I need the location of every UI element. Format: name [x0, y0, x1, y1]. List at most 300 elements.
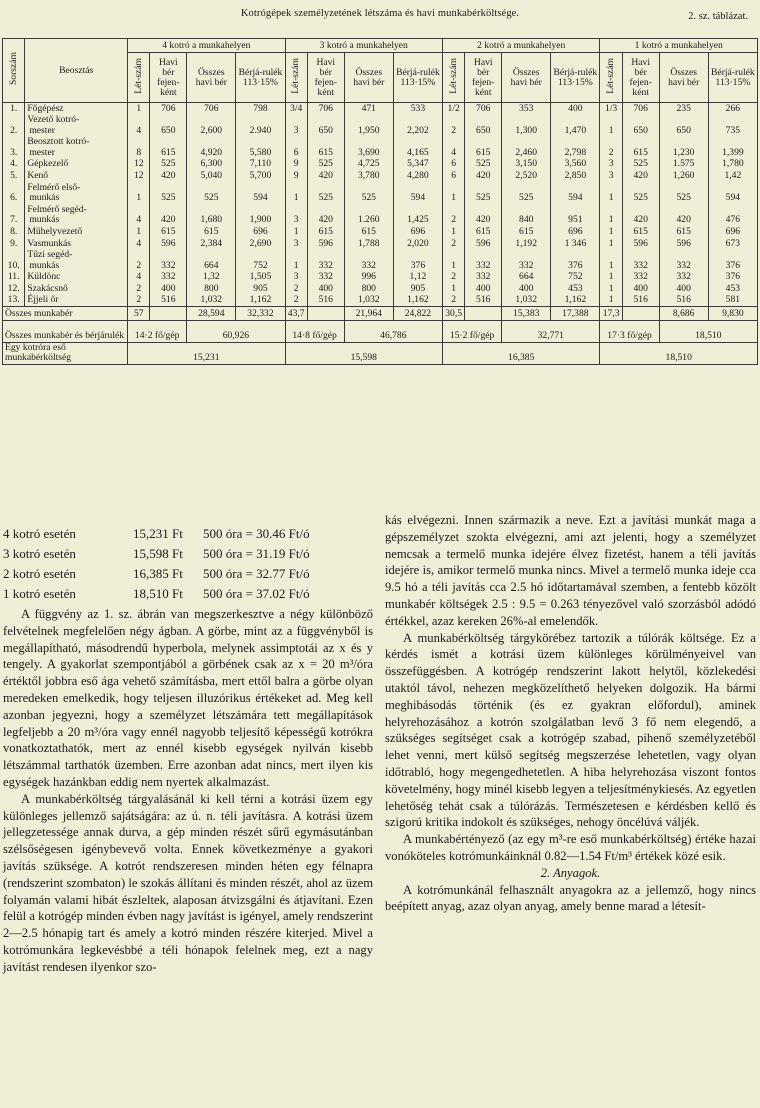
cell-value: 420	[622, 204, 659, 226]
cell-value: 420	[150, 204, 187, 226]
staff-per-machine: 17·3 fő/gép	[600, 320, 659, 342]
role-line: Beosztott kotró-	[27, 136, 90, 148]
cell-value: 996	[344, 271, 393, 283]
row-role	[25, 295, 128, 307]
cell-value: 420	[307, 204, 344, 226]
cell-value: 596	[622, 238, 659, 250]
role-line: Felmérő segéd-	[27, 203, 87, 215]
cell-value: 376	[708, 271, 757, 283]
sum-value: 17,3	[600, 306, 622, 320]
cell-value: 400	[659, 283, 708, 295]
row-number: 11.	[3, 271, 25, 283]
cell-value: 332	[622, 271, 659, 283]
cell-value: 650	[150, 114, 187, 136]
cell-value: 696	[708, 226, 757, 238]
cell-value: 1,950	[344, 114, 393, 136]
table-row	[3, 170, 758, 182]
cell-value: 1,260	[659, 170, 708, 182]
cell-value: 525	[622, 182, 659, 204]
subcolumn-header: Bérjá-rulék 113·15%	[236, 53, 285, 103]
cell-value: 1/3	[600, 103, 622, 115]
equation-amount: 16,385 Ft	[133, 566, 183, 581]
cell-value: 1	[442, 226, 464, 238]
right-column-text	[385, 512, 756, 915]
role-line: Küldönc	[27, 271, 61, 283]
cell-value: 1/2	[442, 103, 464, 115]
role-line: Éjjeli őr	[27, 294, 59, 306]
cell-value: 420	[307, 170, 344, 182]
cell-value: 516	[622, 295, 659, 307]
total-value: 18,510	[659, 320, 757, 342]
cell-value: 353	[502, 103, 551, 115]
cell-value: 650	[465, 114, 502, 136]
cell-value: 1,505	[236, 271, 285, 283]
row-role	[25, 182, 128, 204]
section-title: 2. Anyagok.	[540, 865, 601, 880]
cell-value: 650	[659, 114, 708, 136]
cell-value: 2	[128, 283, 150, 295]
cell-value: 615	[187, 226, 236, 238]
cell-value: 525	[307, 182, 344, 204]
cell-value: 2,600	[187, 114, 236, 136]
cell-value: 4,920	[187, 136, 236, 158]
cell-value: 5,580	[236, 136, 285, 158]
cell-value: 4	[128, 271, 150, 283]
cell-value: 1	[285, 226, 307, 238]
group-header: 3 kotró a munkahelyen	[285, 39, 442, 53]
cell-value: 2,384	[187, 238, 236, 250]
sum-value: 32,332	[236, 306, 285, 320]
cell-value: 376	[551, 249, 600, 271]
cell-value: 1 346	[551, 238, 600, 250]
cell-value: 752	[551, 271, 600, 283]
cell-value: 650	[307, 114, 344, 136]
table-row	[3, 158, 758, 170]
cell-value: 5,347	[393, 158, 442, 170]
cell-value: 525	[307, 158, 344, 170]
cell-value: 6	[442, 170, 464, 182]
wage-table	[2, 38, 758, 365]
cell-value: 6	[285, 136, 307, 158]
row-number: 5.	[3, 170, 25, 182]
cell-value: 2,690	[236, 238, 285, 250]
row-number: 7.	[3, 204, 25, 226]
cell-value: 1,162	[551, 295, 600, 307]
cell-value: 5,040	[187, 170, 236, 182]
cell-value: 615	[344, 226, 393, 238]
cell-value: 3	[285, 238, 307, 250]
cell-value: 516	[307, 295, 344, 307]
empty-cell	[307, 306, 344, 320]
equation-case: 2 kotró esetén	[3, 566, 76, 581]
cell-value: 905	[393, 283, 442, 295]
cell-value: 8	[128, 136, 150, 158]
cell-value: 1	[600, 238, 622, 250]
cell-value: 2,020	[393, 238, 442, 250]
cell-value: 2	[442, 295, 464, 307]
per-excavator-label: Egy kotróra eső munkabérköltség	[3, 342, 128, 364]
role-line: Műhelyvezető	[27, 226, 83, 238]
cell-value: 594	[236, 182, 285, 204]
cell-value: 1	[128, 182, 150, 204]
cell-value: 3	[285, 114, 307, 136]
cell-value: 798	[236, 103, 285, 115]
equation-result: 500 óra = 31.19 Ft/ó	[203, 546, 310, 561]
cell-value: 1,470	[551, 114, 600, 136]
per-excavator-value: 18,510	[600, 342, 758, 364]
subcolumn-header: Havi bér fejen-ként	[150, 53, 187, 103]
role-line: munkás	[29, 214, 60, 226]
group-header: 2 kotró a munkahelyen	[442, 39, 599, 53]
cell-value: 1,12	[393, 271, 442, 283]
left-column-text	[3, 606, 373, 976]
cell-value: 4	[128, 204, 150, 226]
cell-value: 615	[465, 136, 502, 158]
cell-value: 1,900	[236, 204, 285, 226]
cell-value: 615	[622, 136, 659, 158]
subcolumn-header: Havi bér fejen-ként	[307, 53, 344, 103]
paragraph: A munkabérköltség tárgyalásánál ki kell térni a kotrási üzem egy különleges jellemző sajátságára: az ú. n. téli javításra. A kotrási üzem jellegzetessége annak durva, a gép minden részét sűrű egymásutánban szélsőségesen igénybevevő volta. Ennek következménye a gyakori javítás szüksége. A kotrót rendszeresen minden héten egy félnapra (rendszerint szombaton) le szokás állítani és minden részét, ahol az üzem folyamán valami hibát észleltek, alaposan átvizsgálni és átjavítani. Ezen felül a kotrógép minden évben nagy javítást is igényel, amely rendszerint 2—2.5 hónapig tart és amely a kotró minden részére kiterjed. Mivel a kotrómunkára legkevésbbé a téli hónapok felelnek meg, ezt a nagy javítást rendesen ilyenkor szo-	[3, 791, 373, 974]
cell-value: 1,032	[502, 295, 551, 307]
sum-label: Összes munkabér	[3, 306, 128, 320]
cell-value: 1,42	[708, 170, 757, 182]
cell-value: 1,780	[708, 158, 757, 170]
cell-value: 400	[465, 283, 502, 295]
empty-cell	[622, 306, 659, 320]
cell-value: 9	[285, 158, 307, 170]
paragraph: A munkabérköltség tárgykörébez tartozik a túlórák költsége. Ez a kérdés ismét a kotrási üzem különleges körülményeivel van összefüggésben. A kotrógép rendszerint lakott helytől, közlekedési utaktól távol, nehezen megközelíthető helyeken dolgozik. Ha bármi meghibásodás történik (és ez gyakran előfordul), aminek helyrehozásához a kotrón szolgálatban levő 3 fő nem elegendő, a szükséges segítséget csak a kotrógép szabad, pihenő személyzetéből lehet venni, mert külső segítség megszerzése lehetetlen, vagy olyan időtrabló, hogy megengedhetetlen. A hiba helyrehozása viszont fontos követelmény, hogy minél kisebb legyen a teljesítménykiesés. Az egyetlen lehetőség tehát csak a túlórázás. Természetesen e kérdésben kellő és szigorú kritika indokolt és szükséges, nehogy öncélúvá váljék.	[385, 630, 756, 830]
group-header: 4 kotró a munkahelyen	[128, 39, 285, 53]
cell-value: 2	[442, 114, 464, 136]
subcolumn-header: Lét-szám	[442, 53, 464, 103]
row-number: 12.	[3, 283, 25, 295]
subcolumn-header: Összes havi bér	[344, 53, 393, 103]
cell-value: 4	[442, 136, 464, 158]
subcolumn-header: Havi bér fejen-ként	[622, 53, 659, 103]
cell-value: 332	[622, 249, 659, 271]
table-row	[3, 295, 758, 307]
equation-case: 4 kotró esetén	[3, 526, 76, 541]
sum-row	[3, 306, 758, 320]
cell-value: 516	[465, 295, 502, 307]
role-line: Felmérő első-	[27, 181, 81, 193]
table-row	[3, 271, 758, 283]
sum-value: 15,383	[502, 306, 551, 320]
cell-value: 615	[465, 226, 502, 238]
subcolumn-header: Bérjá-rulék 113·15%	[551, 53, 600, 103]
cell-value: 1	[600, 271, 622, 283]
cell-value: 3,560	[551, 158, 600, 170]
row-number: 3.	[3, 136, 25, 158]
cell-value: 6	[442, 158, 464, 170]
row-role	[25, 204, 128, 226]
cell-value: 696	[551, 226, 600, 238]
table-caption: Kotrógépek személyzetének létszáma és havi munkabérköltsége.	[240, 8, 520, 19]
cell-value: 615	[502, 226, 551, 238]
cell-value: 400	[150, 283, 187, 295]
paragraph: A munkabértényező (az egy m³-re eső munkabérköltség) értéke hazai vonóköteles kotrómunkáinknál 0.82—1.54 Ft/m³ értékek közé esik.	[385, 832, 756, 863]
cell-value: 696	[393, 226, 442, 238]
cell-value: 400	[551, 103, 600, 115]
total-row	[3, 320, 758, 342]
table-row	[3, 283, 758, 295]
row-role	[25, 283, 128, 295]
sum-value: 57	[128, 306, 150, 320]
subcolumn-header: Lét-szám	[285, 53, 307, 103]
cell-value: 840	[502, 204, 551, 226]
cell-value: 1,032	[344, 295, 393, 307]
table-row	[3, 103, 758, 115]
cell-value: 1.575	[659, 158, 708, 170]
cell-value: 594	[551, 182, 600, 204]
row-role	[25, 249, 128, 271]
cell-value: 1,230	[659, 136, 708, 158]
cell-value: 533	[393, 103, 442, 115]
cell-value: 376	[393, 249, 442, 271]
paragraph: A kotrómunkánál felhasznált anyagokra az a jellemző, hogy nincs beépített anyag, azaz olyan anyag, amely benne marad a létesít-	[385, 882, 756, 914]
total-label: Összes munkabér és bérjárulék	[3, 320, 128, 342]
cell-value: 1	[600, 283, 622, 295]
cell-value: 615	[659, 226, 708, 238]
row-role	[25, 158, 128, 170]
cell-value: 2	[442, 204, 464, 226]
empty-cell	[150, 306, 187, 320]
cell-value: 4,725	[344, 158, 393, 170]
cell-value: 1,425	[393, 204, 442, 226]
cell-value: 525	[622, 158, 659, 170]
row-number: 8.	[3, 226, 25, 238]
cell-value: 1,162	[236, 295, 285, 307]
cell-value: 2,798	[551, 136, 600, 158]
cell-value: 2.940	[236, 114, 285, 136]
cell-value: 752	[236, 249, 285, 271]
equation-line	[3, 524, 373, 544]
cell-value: 2	[285, 295, 307, 307]
cell-value: 332	[659, 249, 708, 271]
cell-value: 9	[285, 170, 307, 182]
table-row	[3, 114, 758, 136]
cell-value: 1.260	[344, 204, 393, 226]
cell-value: 1,32	[187, 271, 236, 283]
role-line: Vasmunkás	[27, 237, 72, 249]
table-row	[3, 204, 758, 226]
cell-value: 1	[600, 204, 622, 226]
subcolumn-header: Lét-szám	[600, 53, 622, 103]
row-role	[25, 136, 128, 158]
cell-value: 332	[307, 271, 344, 283]
cell-value: 525	[465, 182, 502, 204]
equation-amount: 15,231 Ft	[133, 526, 183, 541]
cell-value: 706	[622, 103, 659, 115]
row-role	[25, 103, 128, 115]
cell-value: 3	[285, 204, 307, 226]
cell-value: 673	[708, 238, 757, 250]
cell-value: 1	[600, 114, 622, 136]
role-line: Vezető kotró-	[27, 114, 80, 126]
page-header	[0, 8, 760, 22]
cell-value: 3/4	[285, 103, 307, 115]
cell-value: 2,202	[393, 114, 442, 136]
cell-value: 235	[659, 103, 708, 115]
role-line: Kenő	[27, 170, 49, 182]
sum-value: 17,388	[551, 306, 600, 320]
cell-value: 525	[465, 158, 502, 170]
table-number: 2. sz. táblázat.	[688, 11, 748, 22]
cell-value: 1	[285, 182, 307, 204]
cell-value: 1	[285, 249, 307, 271]
equation-result: 500 óra = 30.46 Ft/ó	[203, 526, 310, 541]
cell-value: 1	[442, 182, 464, 204]
staff-per-machine: 15·2 fő/gép	[442, 320, 501, 342]
cell-value: 1,162	[393, 295, 442, 307]
cell-value: 2	[600, 136, 622, 158]
row-number: 9.	[3, 238, 25, 250]
cell-value: 1,680	[187, 204, 236, 226]
role-line: Tűzi segéd-	[27, 249, 73, 261]
equation-result: 500 óra = 37.02 Ft/ó	[203, 586, 310, 601]
role-line: mester	[29, 124, 55, 136]
row-number: 4.	[3, 158, 25, 170]
cell-value: 706	[465, 103, 502, 115]
per-excavator-value: 15,231	[128, 342, 285, 364]
staff-per-machine: 14·2 fő/gép	[128, 320, 187, 342]
cell-value: 664	[187, 249, 236, 271]
cell-value: 420	[465, 170, 502, 182]
cell-value: 453	[551, 283, 600, 295]
per-excavator-row	[3, 342, 758, 364]
cell-value: 1	[442, 283, 464, 295]
cell-value: 581	[708, 295, 757, 307]
cell-value: 615	[150, 226, 187, 238]
cell-value: 453	[708, 283, 757, 295]
cell-value: 332	[307, 249, 344, 271]
cell-value: 3,780	[344, 170, 393, 182]
cell-value: 332	[465, 271, 502, 283]
subcolumn-header: Összes havi bér	[187, 53, 236, 103]
paragraph: A függvény az 1. sz. ábrán van megszerkesztve a négy különböző felvételnek megfelelően négy ágban. A görbe, mint az a függvényből is megállapítható, másodrendű hyperbola, melynek assimptotái az x és y tengely. A gyakorlat szempontjából a görbének csak az x = 20 m³/óra értéktől jobbra eső ága vehető számításba, mert ettől balra a görbe olyan meredeken emelkedik, hogy teljesen illuzórikus értékeket ad. Meg kell azonban jegyezni, hogy a személyzet létszámára tett megállapítások legfeljebb a 20 m³/óra vagy ennél nagyobb teljesítő képességű kotrókra vonatkoztathatók, mert az ennél kisebb egységek nyilván kisebb létszámmal tarthatók üzemben. Erre azonban adat nincs, mert ilyen kis egységek hazánkban eddig nem nyertek alkalmazást.	[3, 607, 373, 789]
cell-value: 1	[442, 249, 464, 271]
cell-value: 6,300	[187, 158, 236, 170]
cell-value: 400	[307, 283, 344, 295]
subcolumn-header: Lét-szám	[128, 53, 150, 103]
cell-value: 615	[622, 226, 659, 238]
cell-value: 420	[150, 170, 187, 182]
cell-value: 5,700	[236, 170, 285, 182]
cell-value: 525	[150, 158, 187, 170]
row-number: 13.	[3, 295, 25, 307]
subcolumn-header: Összes havi bér	[502, 53, 551, 103]
cell-value: 2,850	[551, 170, 600, 182]
cell-value: 594	[393, 182, 442, 204]
cell-value: 332	[659, 271, 708, 283]
cell-value: 1	[600, 226, 622, 238]
cell-value: 706	[150, 103, 187, 115]
cell-value: 1,032	[187, 295, 236, 307]
cell-value: 596	[659, 238, 708, 250]
cell-value: 525	[659, 182, 708, 204]
cell-value: 2,520	[502, 170, 551, 182]
cell-value: 706	[187, 103, 236, 115]
cell-value: 3	[285, 271, 307, 283]
role-line: munkás	[29, 192, 60, 204]
role-line: mester	[29, 146, 55, 158]
row-number: 2.	[3, 114, 25, 136]
cell-value: 420	[465, 204, 502, 226]
cell-value: 4	[128, 238, 150, 250]
empty-cell	[465, 306, 502, 320]
cell-value: 2	[128, 295, 150, 307]
equation-case: 1 kotró esetén	[3, 586, 76, 601]
cell-value: 525	[502, 182, 551, 204]
cell-value: 664	[502, 271, 551, 283]
row-role	[25, 226, 128, 238]
header-sorszam: Sorszám	[3, 39, 25, 103]
header-beosztas: Beosztás	[25, 39, 128, 103]
cell-value: 1,399	[708, 136, 757, 158]
per-excavator-value: 16,385	[442, 342, 599, 364]
cell-value: 696	[236, 226, 285, 238]
cell-value: 1	[600, 249, 622, 271]
cell-value: 525	[150, 182, 187, 204]
role-line: Gépkezelő	[27, 158, 69, 170]
equation-result: 500 óra = 32.77 Ft/ó	[203, 566, 310, 581]
row-role	[25, 271, 128, 283]
cell-value: 800	[187, 283, 236, 295]
cell-value: 951	[551, 204, 600, 226]
cell-value: 332	[150, 249, 187, 271]
cell-value: 2	[285, 283, 307, 295]
cell-value: 594	[708, 182, 757, 204]
equation-amount: 18,510 Ft	[133, 586, 183, 601]
staff-per-machine: 14·8 fő/gép	[285, 320, 344, 342]
equation-line	[3, 564, 373, 584]
cell-value: 2	[442, 271, 464, 283]
cell-value: 12	[128, 158, 150, 170]
cell-value: 332	[150, 271, 187, 283]
sum-value: 24,822	[393, 306, 442, 320]
equation-amount: 15,598 Ft	[133, 546, 183, 561]
row-role	[25, 170, 128, 182]
cell-value: 615	[150, 136, 187, 158]
cell-value: 1	[128, 103, 150, 115]
cell-value: 596	[307, 238, 344, 250]
cell-value: 735	[708, 114, 757, 136]
cell-value: 516	[150, 295, 187, 307]
cell-value: 615	[307, 226, 344, 238]
total-value: 60,926	[187, 320, 285, 342]
cell-value: 400	[502, 283, 551, 295]
row-number: 6.	[3, 182, 25, 204]
per-excavator-value: 15,598	[285, 342, 442, 364]
sum-value: 9,830	[708, 306, 757, 320]
sum-value: 8,686	[659, 306, 708, 320]
cell-value: 3	[600, 170, 622, 182]
table-row	[3, 238, 758, 250]
role-line: Szakácsnő	[27, 283, 68, 294]
cost-per-hour-calculations	[3, 524, 373, 604]
cell-value: 266	[708, 103, 757, 115]
subcolumn-header: Bérjá-rulék 113·15%	[393, 53, 442, 103]
cell-value: 706	[307, 103, 344, 115]
row-number: 1.	[3, 103, 25, 115]
group-header: 1 kotró a munkahelyen	[600, 39, 758, 53]
cell-value: 476	[708, 204, 757, 226]
subcolumn-header: Havi bér fejen-ként	[465, 53, 502, 103]
cell-value: 332	[502, 249, 551, 271]
cell-value: 2,460	[502, 136, 551, 158]
cell-value: 516	[659, 295, 708, 307]
role-line: Főgépész	[27, 102, 64, 114]
